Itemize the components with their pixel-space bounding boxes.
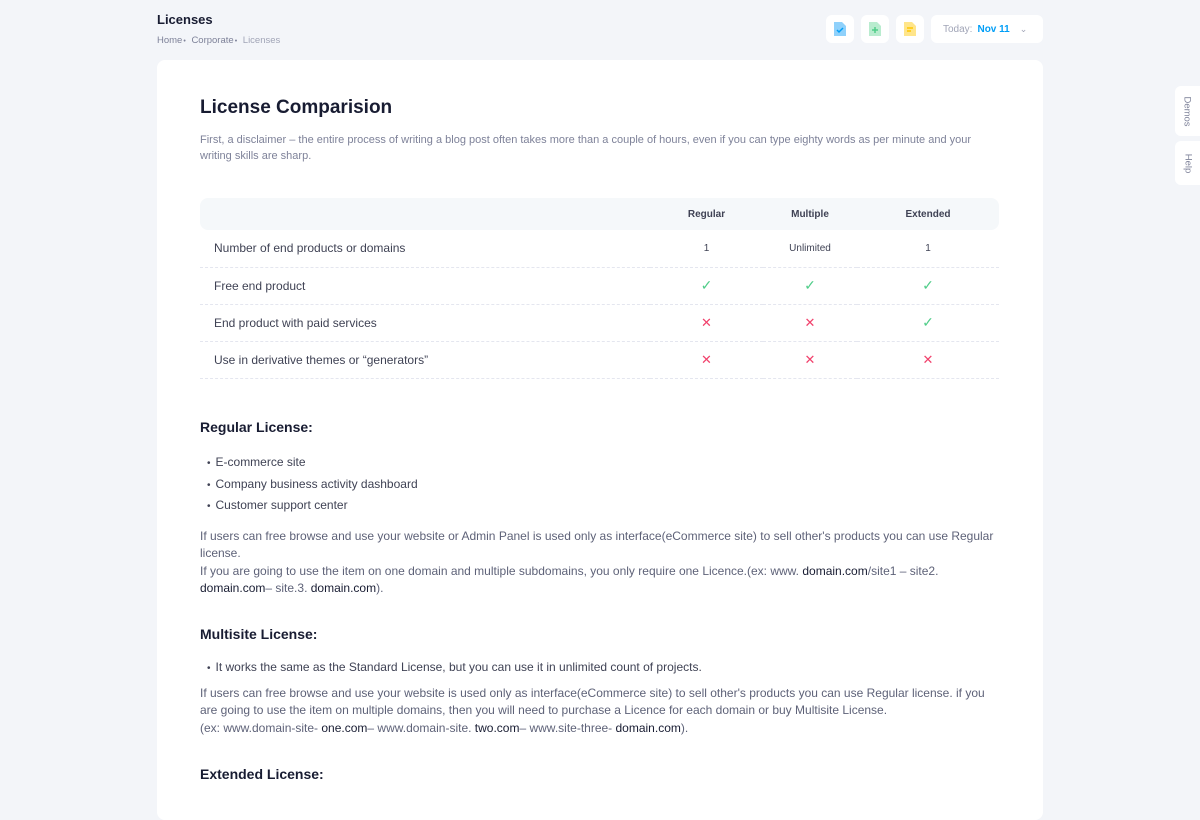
table-row (200, 304, 999, 341)
file-text-icon (904, 22, 916, 36)
text-segment: ). (376, 580, 384, 595)
domain-link[interactable]: domain.com (615, 720, 681, 735)
toolbar (157, 12, 280, 46)
demos-tab[interactable] (1175, 86, 1200, 136)
chevron-down-icon: ⌄ (1019, 23, 1028, 34)
cross-icon: ✕ (701, 314, 712, 330)
text-segment: /site1 – site2. (867, 563, 939, 578)
table-row (200, 230, 999, 267)
cross-icon: ✕ (804, 351, 816, 367)
help-label: Help (1181, 153, 1193, 173)
check-icon: ✓ (922, 277, 934, 293)
value-cell (763, 304, 857, 341)
domain-link[interactable]: domain.com (200, 580, 266, 595)
cross-icon: ✕ (922, 351, 934, 367)
domain-link[interactable]: domain.com (802, 563, 868, 578)
card-title: License Comparision (200, 97, 393, 118)
multisite-p2 (200, 720, 1000, 737)
domain-link[interactable]: two.com (474, 720, 520, 735)
value-cell: Unlimited (763, 230, 857, 267)
value-cell (763, 267, 857, 304)
domain-link[interactable]: domain.com (310, 580, 377, 595)
feature-cell: Use in derivative themes or “generators” (200, 341, 650, 378)
multisite-title: Multisite License: (200, 626, 318, 642)
extended-title: Extended License: (200, 766, 324, 782)
value-cell (857, 341, 999, 378)
value-cell (650, 304, 763, 341)
date-picker[interactable] (931, 15, 1043, 43)
value-cell: 1 (857, 230, 999, 267)
text-segment: If you are going to use the item on one domain and multiple subdomains, you only require one Licence.(ex: www. (200, 563, 803, 578)
intro-text: First, a disclaimer – the entire process of writing a blog post often takes more than a couple of hours, even if you can type eighty words as per minute and your writing skills are sharp. (200, 134, 972, 162)
date-label: Today: (943, 23, 973, 35)
col-regular: Regular (650, 198, 763, 230)
demos-label: Demos (1182, 95, 1193, 127)
feature-cell: Free end product (200, 267, 650, 304)
value-cell (650, 341, 763, 378)
list-item: • It works the same as the Standard License, but you can use it in unlimited count of projects. (207, 657, 702, 679)
table-row (200, 267, 999, 304)
file-text-button[interactable] (896, 15, 924, 43)
breadcrumb-home[interactable]: Home (157, 35, 183, 46)
comparison-table (200, 198, 999, 379)
value-cell: 1 (650, 230, 763, 267)
file-check-icon (834, 22, 846, 36)
breadcrumb-corporate[interactable]: Corporate (191, 35, 234, 46)
text-segment: – www.site-three- (519, 720, 616, 735)
feature-cell: Number of end products or domains (200, 230, 650, 267)
text-segment: – site.3. (265, 580, 311, 595)
multisite-p1: If users can free browse and use your website is used only as interface(eCommerce site) to sell other's products you can use Regular license. if you are going to use the item on multiple domains, then you will need to purchase a Licence for each domain or buy Multisite License. (200, 686, 985, 718)
file-add-button[interactable] (861, 15, 889, 43)
table-row (200, 341, 999, 378)
list-item: • Company business activity dashboard (207, 474, 418, 496)
text-segment: ). (680, 720, 689, 735)
help-tab[interactable] (1175, 141, 1200, 185)
value-cell (857, 267, 999, 304)
license-card (157, 60, 1043, 820)
list-item: • Customer support center (207, 495, 418, 517)
file-add-icon (869, 22, 881, 36)
value-cell (763, 341, 857, 378)
check-icon: ✓ (700, 277, 713, 293)
list-item: • E-commerce site (207, 452, 418, 474)
value-cell (857, 304, 999, 341)
cross-icon: ✕ (804, 314, 816, 330)
col-multiple: Multiple (763, 198, 857, 230)
regular-p2 (200, 563, 1000, 598)
file-check-button[interactable] (826, 15, 854, 43)
breadcrumb: Home• Corporate• Licenses (157, 35, 281, 46)
breadcrumb-current: Licenses (242, 35, 281, 46)
col-feature (200, 198, 650, 230)
feature-cell: End product with paid services (200, 304, 650, 341)
page-title: Licenses (157, 12, 213, 27)
text-segment: (ex: www.domain-site- (200, 720, 322, 735)
domain-link[interactable]: one.com (321, 720, 368, 735)
text-segment: – www.domain-site. (367, 720, 475, 735)
check-icon: ✓ (922, 314, 934, 330)
multisite-paragraph (200, 685, 1000, 737)
multisite-list (207, 657, 702, 679)
cross-icon: ✕ (701, 351, 712, 367)
regular-list (207, 452, 418, 517)
date-value: Nov 11 (977, 23, 1010, 35)
value-cell (650, 267, 763, 304)
regular-p1: If users can free browse and use your website or Admin Panel is used only as interface(eCommerce site) to sell other's products you can use Regular license. (200, 529, 994, 561)
check-icon: ✓ (804, 277, 816, 293)
col-extended: Extended (857, 198, 999, 230)
regular-title: Regular License: (200, 419, 313, 435)
regular-paragraph (200, 528, 1000, 597)
